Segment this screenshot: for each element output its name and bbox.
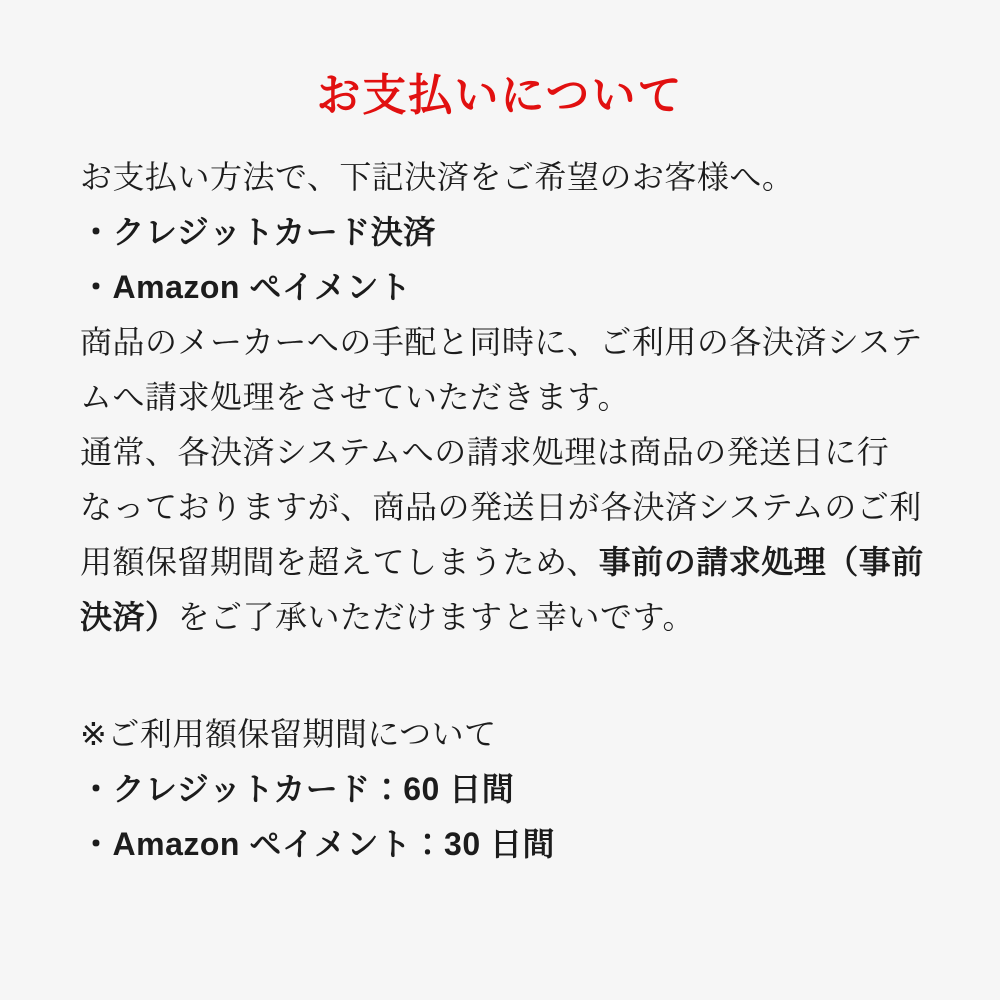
section-gap [80,645,920,707]
note-item-credit-card: ・クレジットカード：60 日間 [80,771,515,807]
text-segment: をご了承いただけますと幸いです。 [177,599,695,635]
intro-text: お支払い方法で、下記決済をご希望のお客様へ。 [80,159,795,195]
paragraph-line [80,590,920,645]
text-segment: 用額保留期間を超えてしまうため、 [80,544,599,580]
text-segment-emphasis: 事前の請求処理（事前 [598,544,924,580]
paragraph-line: 通常、各決済システムへの請求処理は商品の発送日に行 [80,434,890,470]
note-item-amazon-pay: ・Amazon ペイメント：30 日間 [80,826,556,862]
note-heading: ※ご利用額保留期間について [80,716,497,752]
paragraph-line [80,535,924,590]
paragraph-line: 商品のメーカーへの手配と同時に、ご利用の各決済システ [80,324,923,360]
list-item-amazon-pay: ・Amazon ペイメント [80,269,412,305]
paragraph-line: なっておりますが、商品の発送日が各決済システムのご利 [80,489,922,525]
text-segment-emphasis: 決済） [80,599,178,635]
paragraph-line: ムへ請求処理をさせていただきます。 [80,379,630,415]
page-content [0,150,1000,872]
list-item-credit-card: ・クレジットカード決済 [80,214,436,250]
page-title: お支払いについて [316,71,684,120]
